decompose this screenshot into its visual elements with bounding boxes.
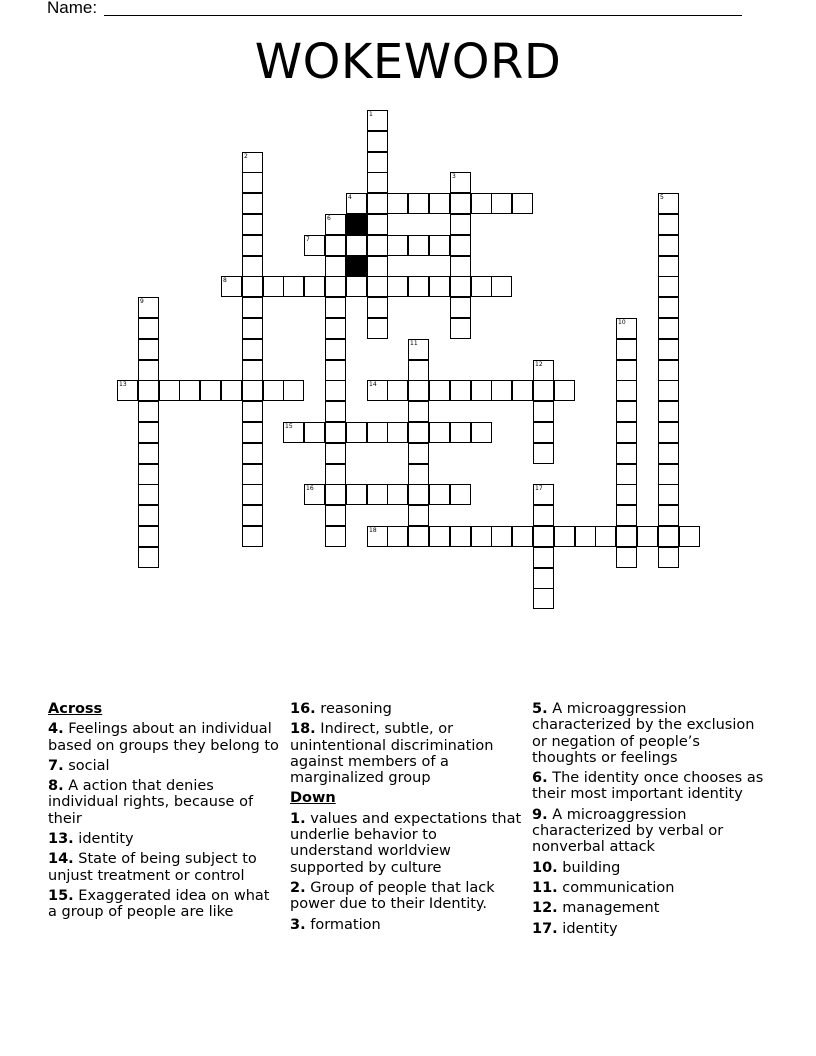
clue-number: 5. — [532, 701, 548, 717]
grid-cell[interactable] — [325, 443, 346, 464]
grid-cell[interactable] — [346, 422, 367, 443]
grid-cell[interactable] — [304, 276, 325, 297]
grid-cell[interactable] — [450, 484, 471, 505]
grid-cell[interactable] — [367, 318, 388, 339]
grid-cell[interactable] — [263, 380, 284, 401]
cell-number: 17 — [535, 485, 543, 492]
grid-cell[interactable] — [658, 401, 679, 422]
grid-cell[interactable] — [304, 235, 325, 256]
grid-cell[interactable] — [325, 235, 346, 256]
grid-cell[interactable] — [658, 214, 679, 235]
grid-cell[interactable] — [242, 256, 263, 277]
clue-item — [48, 778, 280, 827]
grid-cell[interactable] — [658, 297, 679, 318]
grid-cell[interactable] — [138, 547, 159, 568]
cell-number: 12 — [535, 361, 543, 368]
grid-cell[interactable] — [575, 526, 596, 547]
grid-cell[interactable] — [325, 318, 346, 339]
clue-item — [290, 721, 522, 786]
grid-cell[interactable] — [408, 484, 429, 505]
grid-cell[interactable] — [325, 214, 346, 235]
name-label: Name: — [47, 0, 98, 17]
clue-heading: Across — [48, 701, 103, 717]
grid-cell[interactable] — [616, 547, 637, 568]
grid-cell[interactable] — [387, 526, 408, 547]
grid-cell[interactable] — [283, 380, 304, 401]
grid-cell[interactable] — [242, 214, 263, 235]
grid-cell[interactable] — [533, 360, 554, 381]
grid-cell[interactable] — [242, 172, 263, 193]
grid-cell[interactable] — [429, 422, 450, 443]
clue-item — [48, 721, 280, 754]
puzzle-title: WOKEWORD — [254, 34, 562, 90]
cell-number: 11 — [410, 340, 418, 347]
grid-cell[interactable] — [616, 422, 637, 443]
grid-cell[interactable] — [533, 422, 554, 443]
clue-item — [532, 860, 768, 876]
clue-number: 14. — [48, 851, 74, 868]
grid-cell[interactable] — [429, 380, 450, 401]
grid-cell[interactable] — [138, 526, 159, 547]
grid-cell[interactable] — [450, 526, 471, 547]
grid-cell[interactable] — [367, 276, 388, 297]
grid-cell[interactable] — [304, 484, 325, 505]
clue-text: The identity once chooses as their most important identity — [532, 770, 764, 803]
grid-cell[interactable] — [325, 360, 346, 381]
grid-cell[interactable] — [325, 297, 346, 318]
grid-cell[interactable] — [325, 401, 346, 422]
grid-cell[interactable] — [491, 193, 512, 214]
clue-text: A microaggression characterized by the exclusion or negation of people’s thoughts or feelings — [532, 701, 755, 766]
grid-cell[interactable] — [679, 526, 700, 547]
grid-cell[interactable] — [595, 526, 616, 547]
grid-cell[interactable] — [367, 526, 388, 547]
clue-text: State of being subject to unjust treatment or control — [48, 851, 257, 884]
grid-cell[interactable] — [325, 464, 346, 485]
clue-column-2 — [290, 701, 522, 937]
grid-cell[interactable] — [367, 172, 388, 193]
grid-cell[interactable] — [367, 380, 388, 401]
clue-item — [290, 701, 522, 717]
clue-heading: Down — [290, 790, 336, 807]
cell-number: 2 — [244, 153, 248, 160]
grid-cell[interactable] — [533, 568, 554, 589]
grid-cell[interactable] — [138, 297, 159, 318]
clue-item — [290, 880, 522, 913]
clue-number: 18. — [290, 721, 316, 738]
clue-text: communication — [557, 879, 675, 896]
cell-number: 5 — [660, 194, 664, 201]
clue-text: values and expectations that underlie behavior to understand worldview supported by culture — [290, 810, 522, 876]
clue-text: identity — [73, 831, 134, 848]
grid-cell[interactable] — [387, 276, 408, 297]
grid-cell[interactable] — [450, 235, 471, 256]
grid-cell[interactable] — [387, 484, 408, 505]
clue-number: 15. — [48, 887, 74, 904]
grid-cell[interactable] — [616, 526, 637, 547]
clue-text: A microaggression characterized by verbal or nonverbal attack — [532, 806, 724, 856]
clue-text: identity — [557, 920, 618, 937]
grid-cell[interactable] — [637, 526, 658, 547]
grid-cell[interactable] — [263, 276, 284, 297]
cell-number: 8 — [223, 277, 227, 284]
grid-cell[interactable] — [408, 422, 429, 443]
clue-number: 1. — [290, 810, 306, 827]
grid-cell[interactable] — [242, 193, 263, 214]
grid-cell[interactable] — [325, 256, 346, 277]
cell-number: 9 — [140, 298, 144, 305]
grid-cell[interactable] — [325, 339, 346, 360]
grid-cell[interactable] — [325, 505, 346, 526]
grid-cell[interactable] — [367, 110, 388, 131]
grid-cell[interactable] — [387, 235, 408, 256]
grid-cell[interactable] — [408, 276, 429, 297]
grid-cell[interactable] — [117, 380, 138, 401]
clue-text: management — [557, 900, 660, 917]
grid-cell[interactable] — [554, 526, 575, 547]
grid-cell[interactable] — [367, 256, 388, 277]
grid-cell[interactable] — [346, 484, 367, 505]
grid-cell[interactable] — [242, 464, 263, 485]
grid-cell[interactable] — [554, 380, 575, 401]
grid-cell[interactable] — [658, 484, 679, 505]
grid-cell[interactable] — [658, 318, 679, 339]
cell-number: 1 — [369, 111, 373, 118]
grid-cell[interactable] — [450, 297, 471, 318]
grid-cell[interactable] — [325, 422, 346, 443]
grid-cell[interactable] — [450, 276, 471, 297]
grid-cell[interactable] — [242, 505, 263, 526]
clue-text: social — [63, 757, 110, 774]
grid-cell[interactable] — [450, 193, 471, 214]
grid-cell[interactable] — [429, 484, 450, 505]
grid-cell[interactable] — [325, 526, 346, 547]
grid-cell[interactable] — [242, 152, 263, 173]
clue-item — [48, 888, 280, 921]
grid-cell[interactable] — [429, 193, 450, 214]
grid-cell[interactable] — [367, 152, 388, 173]
grid-cell[interactable] — [450, 256, 471, 277]
clue-text: Group of people that lack power due to their Identity. — [290, 879, 495, 913]
grid-cell[interactable] — [429, 235, 450, 256]
clue-text: A action that denies individual rights, because of their — [48, 778, 254, 827]
grid-cell[interactable] — [138, 339, 159, 360]
grid-cell[interactable] — [658, 505, 679, 526]
grid-cell[interactable] — [325, 484, 346, 505]
grid-cell[interactable] — [159, 380, 180, 401]
grid-cell[interactable] — [533, 588, 554, 609]
grid-cell[interactable] — [304, 422, 325, 443]
clue-number: 7. — [48, 757, 64, 774]
grid-cell[interactable] — [325, 276, 346, 297]
grid-cell[interactable] — [138, 360, 159, 381]
clue-number: 9. — [532, 806, 548, 823]
grid-cell[interactable] — [658, 464, 679, 485]
grid-cell[interactable] — [616, 318, 637, 339]
grid-cell[interactable] — [533, 505, 554, 526]
grid-cell[interactable] — [367, 484, 388, 505]
grid-cell[interactable] — [658, 526, 679, 547]
grid-cell[interactable] — [138, 443, 159, 464]
grid-cell[interactable] — [616, 443, 637, 464]
grid-cell[interactable] — [512, 193, 533, 214]
clue-item — [48, 831, 280, 847]
grid-cell[interactable] — [138, 464, 159, 485]
cell-number: 14 — [369, 381, 377, 388]
grid-cell[interactable] — [221, 276, 242, 297]
clue-number: 10. — [532, 859, 558, 876]
grid-cell[interactable] — [491, 276, 512, 297]
grid-cell[interactable] — [471, 526, 492, 547]
grid-cell[interactable] — [658, 443, 679, 464]
grid-cell[interactable] — [242, 339, 263, 360]
clue-item — [290, 917, 522, 933]
clue-text: Feelings about an individual based on groups they belong to — [48, 721, 279, 754]
grid-cell[interactable] — [533, 401, 554, 422]
grid-cell[interactable] — [408, 526, 429, 547]
grid-cell[interactable] — [616, 339, 637, 360]
grid-cell[interactable] — [367, 235, 388, 256]
grid-cell[interactable] — [450, 172, 471, 193]
grid-cell[interactable] — [491, 380, 512, 401]
grid-cell[interactable] — [138, 318, 159, 339]
clue-number: 8. — [48, 778, 64, 795]
grid-cell[interactable] — [429, 526, 450, 547]
grid-cell[interactable] — [429, 276, 450, 297]
grid-cell[interactable] — [283, 276, 304, 297]
clue-text: building — [557, 859, 621, 876]
grid-cell[interactable] — [471, 193, 492, 214]
clue-item — [290, 811, 522, 876]
black-cell — [346, 256, 367, 277]
grid-cell[interactable] — [533, 526, 554, 547]
grid-cell[interactable] — [346, 193, 367, 214]
grid-cell[interactable] — [512, 380, 533, 401]
cell-number: 10 — [618, 319, 626, 326]
clue-column-1 — [48, 701, 280, 925]
grid-cell[interactable] — [408, 443, 429, 464]
grid-cell[interactable] — [658, 422, 679, 443]
clue-number: 11. — [532, 879, 558, 896]
clue-number: 16. — [290, 701, 316, 717]
clue-item — [48, 758, 280, 774]
grid-cell[interactable] — [387, 422, 408, 443]
grid-cell[interactable] — [242, 422, 263, 443]
grid-cell[interactable] — [533, 380, 554, 401]
grid-cell[interactable] — [408, 505, 429, 526]
grid-cell[interactable] — [242, 443, 263, 464]
clue-item — [532, 921, 768, 937]
grid-cell[interactable] — [200, 380, 221, 401]
grid-cell[interactable] — [616, 360, 637, 381]
grid-cell[interactable] — [616, 484, 637, 505]
grid-cell[interactable] — [242, 276, 263, 297]
cell-number: 18 — [369, 527, 377, 534]
grid-cell[interactable] — [242, 380, 263, 401]
grid-cell[interactable] — [616, 464, 637, 485]
cell-number: 6 — [327, 215, 331, 222]
grid-cell[interactable] — [387, 193, 408, 214]
cell-number: 13 — [119, 381, 127, 388]
grid-cell[interactable] — [325, 380, 346, 401]
grid-cell[interactable] — [221, 380, 242, 401]
clue-item — [48, 851, 280, 884]
cell-number: 7 — [306, 236, 310, 243]
grid-cell[interactable] — [387, 380, 408, 401]
grid-cell[interactable] — [138, 422, 159, 443]
clue-text: Indirect, subtle, or unintentional discrimination against members of a marginalized group — [290, 721, 494, 787]
grid-cell[interactable] — [367, 193, 388, 214]
grid-cell[interactable] — [367, 214, 388, 235]
clue-text: reasoning — [315, 701, 392, 717]
grid-cell[interactable] — [658, 547, 679, 568]
cell-number: 4 — [348, 194, 352, 201]
clue-text: formation — [305, 916, 381, 933]
grid-cell[interactable] — [408, 339, 429, 360]
clue-item — [532, 807, 768, 856]
grid-cell[interactable] — [658, 276, 679, 297]
grid-cell[interactable] — [367, 131, 388, 152]
grid-cell[interactable] — [408, 360, 429, 381]
cell-number: 16 — [306, 485, 314, 492]
grid-cell[interactable] — [242, 360, 263, 381]
grid-cell[interactable] — [283, 422, 304, 443]
clue-number: 2. — [290, 879, 306, 896]
grid-cell[interactable] — [533, 547, 554, 568]
grid-cell[interactable] — [533, 484, 554, 505]
grid-cell[interactable] — [450, 214, 471, 235]
cell-number: 15 — [285, 423, 293, 430]
grid-cell[interactable] — [346, 276, 367, 297]
grid-cell[interactable] — [242, 297, 263, 318]
grid-cell[interactable] — [367, 422, 388, 443]
grid-cell[interactable] — [138, 380, 159, 401]
clue-item — [532, 880, 768, 896]
clue-text: Exaggerated idea on what a group of people are like — [48, 887, 270, 921]
clue-number: 6. — [532, 770, 548, 787]
grid-cell[interactable] — [658, 339, 679, 360]
grid-cell[interactable] — [533, 443, 554, 464]
grid-cell[interactable] — [408, 380, 429, 401]
grid-cell[interactable] — [512, 526, 533, 547]
grid-cell[interactable] — [408, 464, 429, 485]
clue-number: 4. — [48, 721, 64, 738]
grid-cell[interactable] — [242, 484, 263, 505]
clue-column-3 — [532, 701, 768, 941]
grid-cell[interactable] — [450, 422, 471, 443]
grid-cell[interactable] — [491, 526, 512, 547]
grid-cell[interactable] — [242, 318, 263, 339]
grid-cell[interactable] — [242, 235, 263, 256]
grid-cell[interactable] — [471, 276, 492, 297]
grid-cell[interactable] — [408, 235, 429, 256]
black-cell — [346, 214, 367, 235]
grid-cell[interactable] — [408, 193, 429, 214]
grid-cell[interactable] — [179, 380, 200, 401]
grid-cell[interactable] — [616, 505, 637, 526]
clue-number: 13. — [48, 831, 74, 848]
grid-cell[interactable] — [450, 318, 471, 339]
grid-cell[interactable] — [658, 235, 679, 256]
grid-cell[interactable] — [242, 526, 263, 547]
clue-item — [532, 770, 768, 803]
grid-cell[interactable] — [616, 380, 637, 401]
clue-item — [532, 701, 768, 766]
grid-cell[interactable] — [408, 401, 429, 422]
clue-item — [532, 900, 768, 916]
grid-cell[interactable] — [367, 297, 388, 318]
grid-cell[interactable] — [471, 380, 492, 401]
grid-cell[interactable] — [658, 256, 679, 277]
grid-cell[interactable] — [138, 505, 159, 526]
clue-number: 12. — [532, 900, 558, 917]
grid-cell[interactable] — [138, 484, 159, 505]
grid-cell[interactable] — [138, 401, 159, 422]
grid-cell[interactable] — [658, 380, 679, 401]
grid-cell[interactable] — [616, 401, 637, 422]
clue-number: 17. — [532, 920, 558, 937]
grid-cell[interactable] — [658, 193, 679, 214]
grid-cell[interactable] — [450, 380, 471, 401]
cell-number: 3 — [452, 173, 456, 180]
grid-cell[interactable] — [658, 360, 679, 381]
grid-cell[interactable] — [346, 235, 367, 256]
grid-cell[interactable] — [242, 401, 263, 422]
clue-number: 3. — [290, 916, 306, 933]
grid-cell[interactable] — [471, 422, 492, 443]
